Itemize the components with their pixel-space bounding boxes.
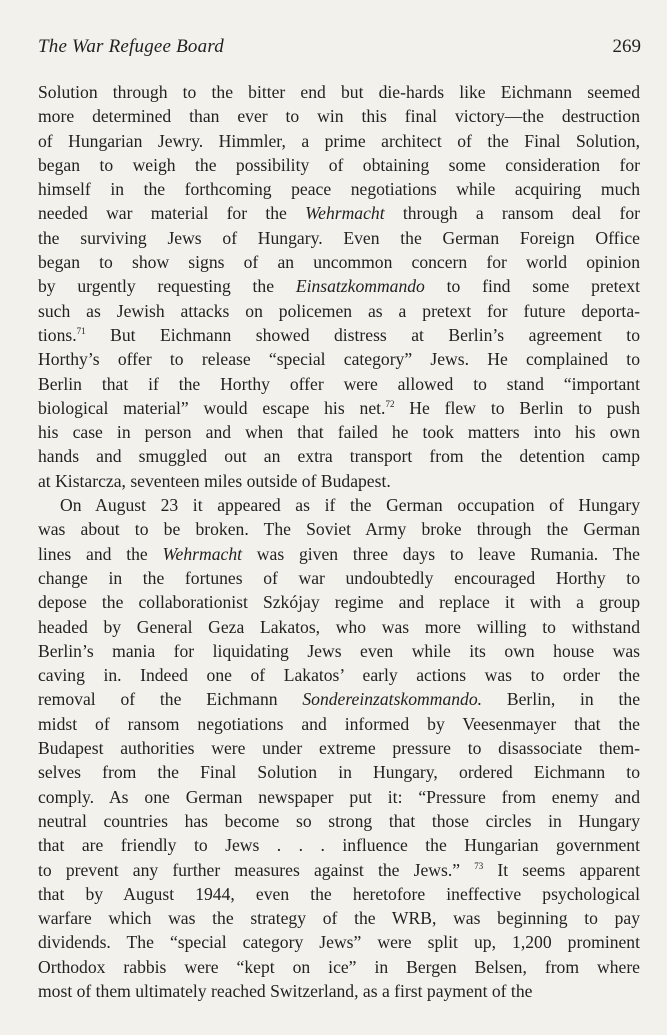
text-run: the surviving Jews of Hungary. Even the German Foreign Office	[38, 227, 640, 248]
text-line	[38, 712, 640, 736]
text-line	[38, 930, 640, 954]
running-header	[38, 36, 641, 58]
text-line	[38, 274, 640, 298]
text-line	[38, 858, 640, 882]
text-line	[38, 469, 640, 493]
text-line	[38, 906, 640, 930]
text-run: Berlin, in the	[482, 689, 641, 710]
text-line	[38, 639, 640, 663]
text-run: Budapest authorities were under extreme pressure to disassociate them-	[38, 738, 640, 759]
text-run: tions.	[38, 324, 77, 345]
text-line	[38, 955, 640, 979]
text-line	[38, 517, 640, 541]
text-line	[38, 663, 640, 687]
text-line	[38, 444, 640, 468]
text-run: biological material” would escape his net.	[38, 397, 386, 418]
footnote-ref: 73	[474, 860, 484, 871]
text-run: Horthy’s offer to release “special category” Jews. He complained to	[38, 349, 640, 370]
text-run: through a ransom deal for	[384, 203, 640, 224]
text-line	[38, 882, 640, 906]
text-line	[38, 104, 640, 128]
text-line	[38, 372, 640, 396]
text-line	[38, 493, 640, 517]
text-line	[38, 153, 640, 177]
text-run: selves from the Final Solution in Hungary, ordered Eichmann to	[38, 762, 640, 783]
text-run: Orthodox rabbis were “kept on ice” in Bergen Belsen, from where	[38, 956, 640, 977]
text-run: began to weigh the possibility of obtaining some consideration for	[38, 154, 640, 175]
text-run: to prevent any further measures against the Jews.”	[38, 859, 475, 880]
text-run: most of them ultimately reached Switzerland, as a first payment of the	[38, 980, 533, 1001]
text-run: headed by General Geza Lakatos, who was more willing to withstand	[38, 616, 640, 637]
text-line	[38, 566, 640, 590]
text-run: was given three days to leave Rumania. The	[242, 543, 640, 564]
italic-term: Einsatzkommando	[295, 276, 425, 297]
text-line	[38, 250, 640, 274]
text-run: Berlin that if the Horthy offer were allowed to stand “important	[38, 373, 640, 394]
text-run: change in the fortunes of war undoubtedly encouraged Horthy to	[38, 567, 640, 588]
text-line	[38, 396, 640, 420]
text-run: lines and the	[38, 543, 163, 564]
text-run: hands and smuggled out an extra transport from the detention camp	[38, 446, 640, 467]
text-run: warfare which was the strategy of the WRB, was beginning to pay	[38, 908, 640, 929]
text-run: to find some pretext	[424, 276, 640, 297]
text-line	[38, 299, 640, 323]
text-run: depose the collaborationist Szkójay regime and replace it with a group	[38, 592, 640, 613]
text-run: On August 23 it appeared as if the German occupation of Hungary	[60, 495, 640, 516]
italic-term: Wehrmacht	[162, 543, 243, 564]
text-run: midst of ransom negotiations and informed by Veesenmayer that the	[38, 713, 640, 734]
text-line	[38, 687, 640, 711]
paragraph	[38, 493, 640, 1003]
text-line	[38, 129, 640, 153]
body-text	[38, 80, 640, 1003]
text-line	[38, 177, 640, 201]
running-title: The War Refugee Board	[38, 36, 224, 57]
text-line	[38, 80, 640, 104]
text-run: caving in. Indeed one of Lakatos’ early actions was to order the	[38, 665, 640, 686]
text-line	[38, 760, 640, 784]
italic-term: Sondereinzatskommando.	[302, 689, 483, 710]
text-run: dividends. The “special category Jews” were split up, 1,200 prominent	[38, 932, 640, 953]
text-run: began to show signs of an uncommon concern for world opinion	[38, 252, 640, 273]
text-line	[38, 226, 640, 250]
text-run: that by August 1944, even the heretofore ineffective psychological	[38, 883, 640, 904]
text-line	[38, 785, 640, 809]
text-line	[38, 590, 640, 614]
text-run: But Eichmann showed distress at Berlin’s agreement to	[85, 324, 640, 345]
text-run: that are friendly to Jews . . . influence the Hungarian government	[38, 835, 640, 856]
text-run: by urgently requesting the	[38, 276, 296, 297]
text-run: Solution through to the bitter end but die-hards like Eichmann seemed	[38, 82, 640, 102]
text-run: Berlin’s mania for liquidating Jews even while its own house was	[38, 640, 640, 661]
text-line	[38, 736, 640, 760]
text-line	[38, 542, 640, 566]
text-run: comply. As one German newspaper put it: “Pressure from enemy and	[38, 786, 640, 807]
footnote-ref: 71	[76, 325, 86, 336]
text-line	[38, 809, 640, 833]
paragraph	[38, 80, 640, 493]
text-line	[38, 347, 640, 371]
text-run: He flew to Berlin to push	[394, 397, 640, 418]
text-line	[38, 201, 640, 225]
text-line	[38, 420, 640, 444]
text-run: more determined than ever to win this final victory—the destruction	[38, 106, 640, 127]
text-run: It seems apparent	[483, 859, 640, 880]
text-run: himself in the forthcoming peace negotiations while acquiring much	[38, 179, 640, 200]
text-run: needed war material for the	[38, 203, 306, 224]
page-number: 269	[612, 36, 641, 57]
text-run: at Kistarcza, seventeen miles outside of Budapest.	[38, 470, 391, 491]
text-line	[38, 979, 640, 1003]
text-run: neutral countries has become so strong that those circles in Hungary	[38, 810, 640, 831]
text-line	[38, 833, 640, 857]
text-line	[38, 323, 640, 347]
text-run: such as Jewish attacks on policemen as a pretext for future deporta-	[38, 300, 640, 321]
text-run: of Hungarian Jewry. Himmler, a prime architect of the Final Solution,	[38, 130, 640, 151]
text-line	[38, 615, 640, 639]
text-run: was about to be broken. The Soviet Army broke through the German	[38, 519, 640, 540]
footnote-ref: 72	[385, 398, 395, 409]
text-run: his case in person and when that failed he took matters into his own	[38, 422, 640, 443]
text-run: removal of the Eichmann	[38, 689, 303, 710]
italic-term: Wehrmacht	[305, 203, 385, 224]
